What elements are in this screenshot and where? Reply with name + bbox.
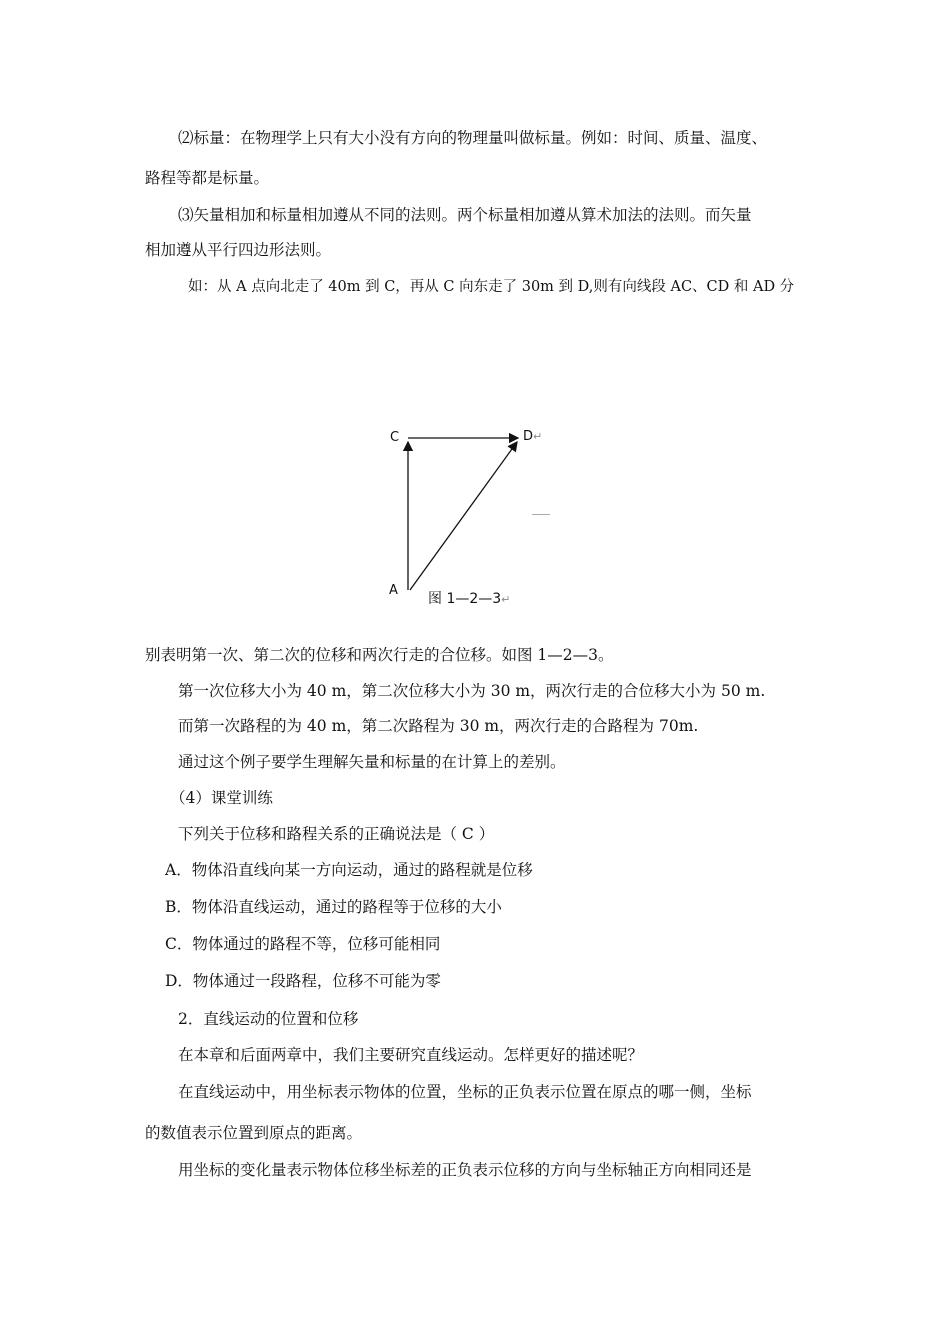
section-2-intro: 在本章和后面两章中，我们主要研究直线运动。怎样更好的描述呢？	[178, 1046, 644, 1064]
paragraph-example-line1: 如：从 A 点向北走了 40m 到 C，再从 C 向东走了 30m 到 D,则有向线段 AC、CD 和 AD 分	[188, 279, 795, 295]
paragraph-example-line2: 别表明第一次、第二次的位移和两次行走的合位移。如图 1—2—3。	[145, 646, 614, 664]
figure-caption	[428, 588, 510, 608]
vector-diagram	[380, 420, 550, 610]
point-d-text: D	[523, 429, 534, 444]
paragraph-distance: 而第一次路程的为 40 m，第二次路程为 30 m，两次行走的合路程为 70m.	[178, 717, 699, 735]
section-classroom-training: （4）课堂训练	[170, 789, 273, 807]
paragraph-scalar-line2: 路程等都是标量。	[145, 169, 270, 187]
section-2-title: 2．直线运动的位置和位移	[178, 1010, 359, 1028]
paragraph-mark-icon: ↵	[501, 593, 511, 606]
figure-caption-text: 图 1—2—3	[428, 591, 502, 607]
paragraph-difference: 通过这个例子要学生理解矢量和标量的在计算上的差别。	[178, 753, 566, 771]
paragraph-mark-icon: ↵	[533, 430, 543, 443]
option-b: B．物体沿直线运动，通过的路程等于位移的大小	[165, 898, 502, 916]
paragraph-rules-line1: ⑶矢量相加和标量相加遵从不同的法则。两个标量相加遵从算术加法的法则。而矢量	[178, 206, 752, 224]
stray-dash	[532, 514, 550, 515]
option-a: A．物体沿直线向某一方向运动，通过的路程就是位移	[165, 861, 533, 879]
option-d: D．物体通过一段路程，位移不可能为零	[165, 972, 441, 990]
point-d-label	[523, 429, 542, 444]
question-stem: 下列关于位移和路程关系的正确说法是（ C ）	[178, 825, 495, 843]
section-2-displacement-line1: 用坐标的变化量表示物体位移坐标差的正负表示位移的方向与坐标轴正方向相同还是	[178, 1161, 752, 1179]
option-c: C．物体通过的路程不等，位移可能相同	[165, 935, 441, 953]
vector-ad	[410, 442, 517, 590]
point-a-label: A	[389, 583, 398, 598]
paragraph-displacement: 第一次位移大小为 40 m，第二次位移大小为 30 m，两次行走的合位移大小为 50 m.	[178, 682, 766, 700]
vector-diagram-svg	[380, 420, 550, 610]
paragraph-scalar-line1: ⑵标量：在物理学上只有大小没有方向的物理量叫做标量。例如：时间、质量、温度、	[178, 129, 768, 147]
paragraph-rules-line2: 相加遵从平行四边形法则。	[145, 241, 332, 259]
section-2-position-line1: 在直线运动中，用坐标表示物体的位置，坐标的正负表示位置在原点的哪一侧，坐标	[178, 1083, 752, 1101]
point-c-label: C	[390, 430, 400, 445]
section-2-position-line2: 的数值表示位置到原点的距离。	[145, 1124, 363, 1142]
